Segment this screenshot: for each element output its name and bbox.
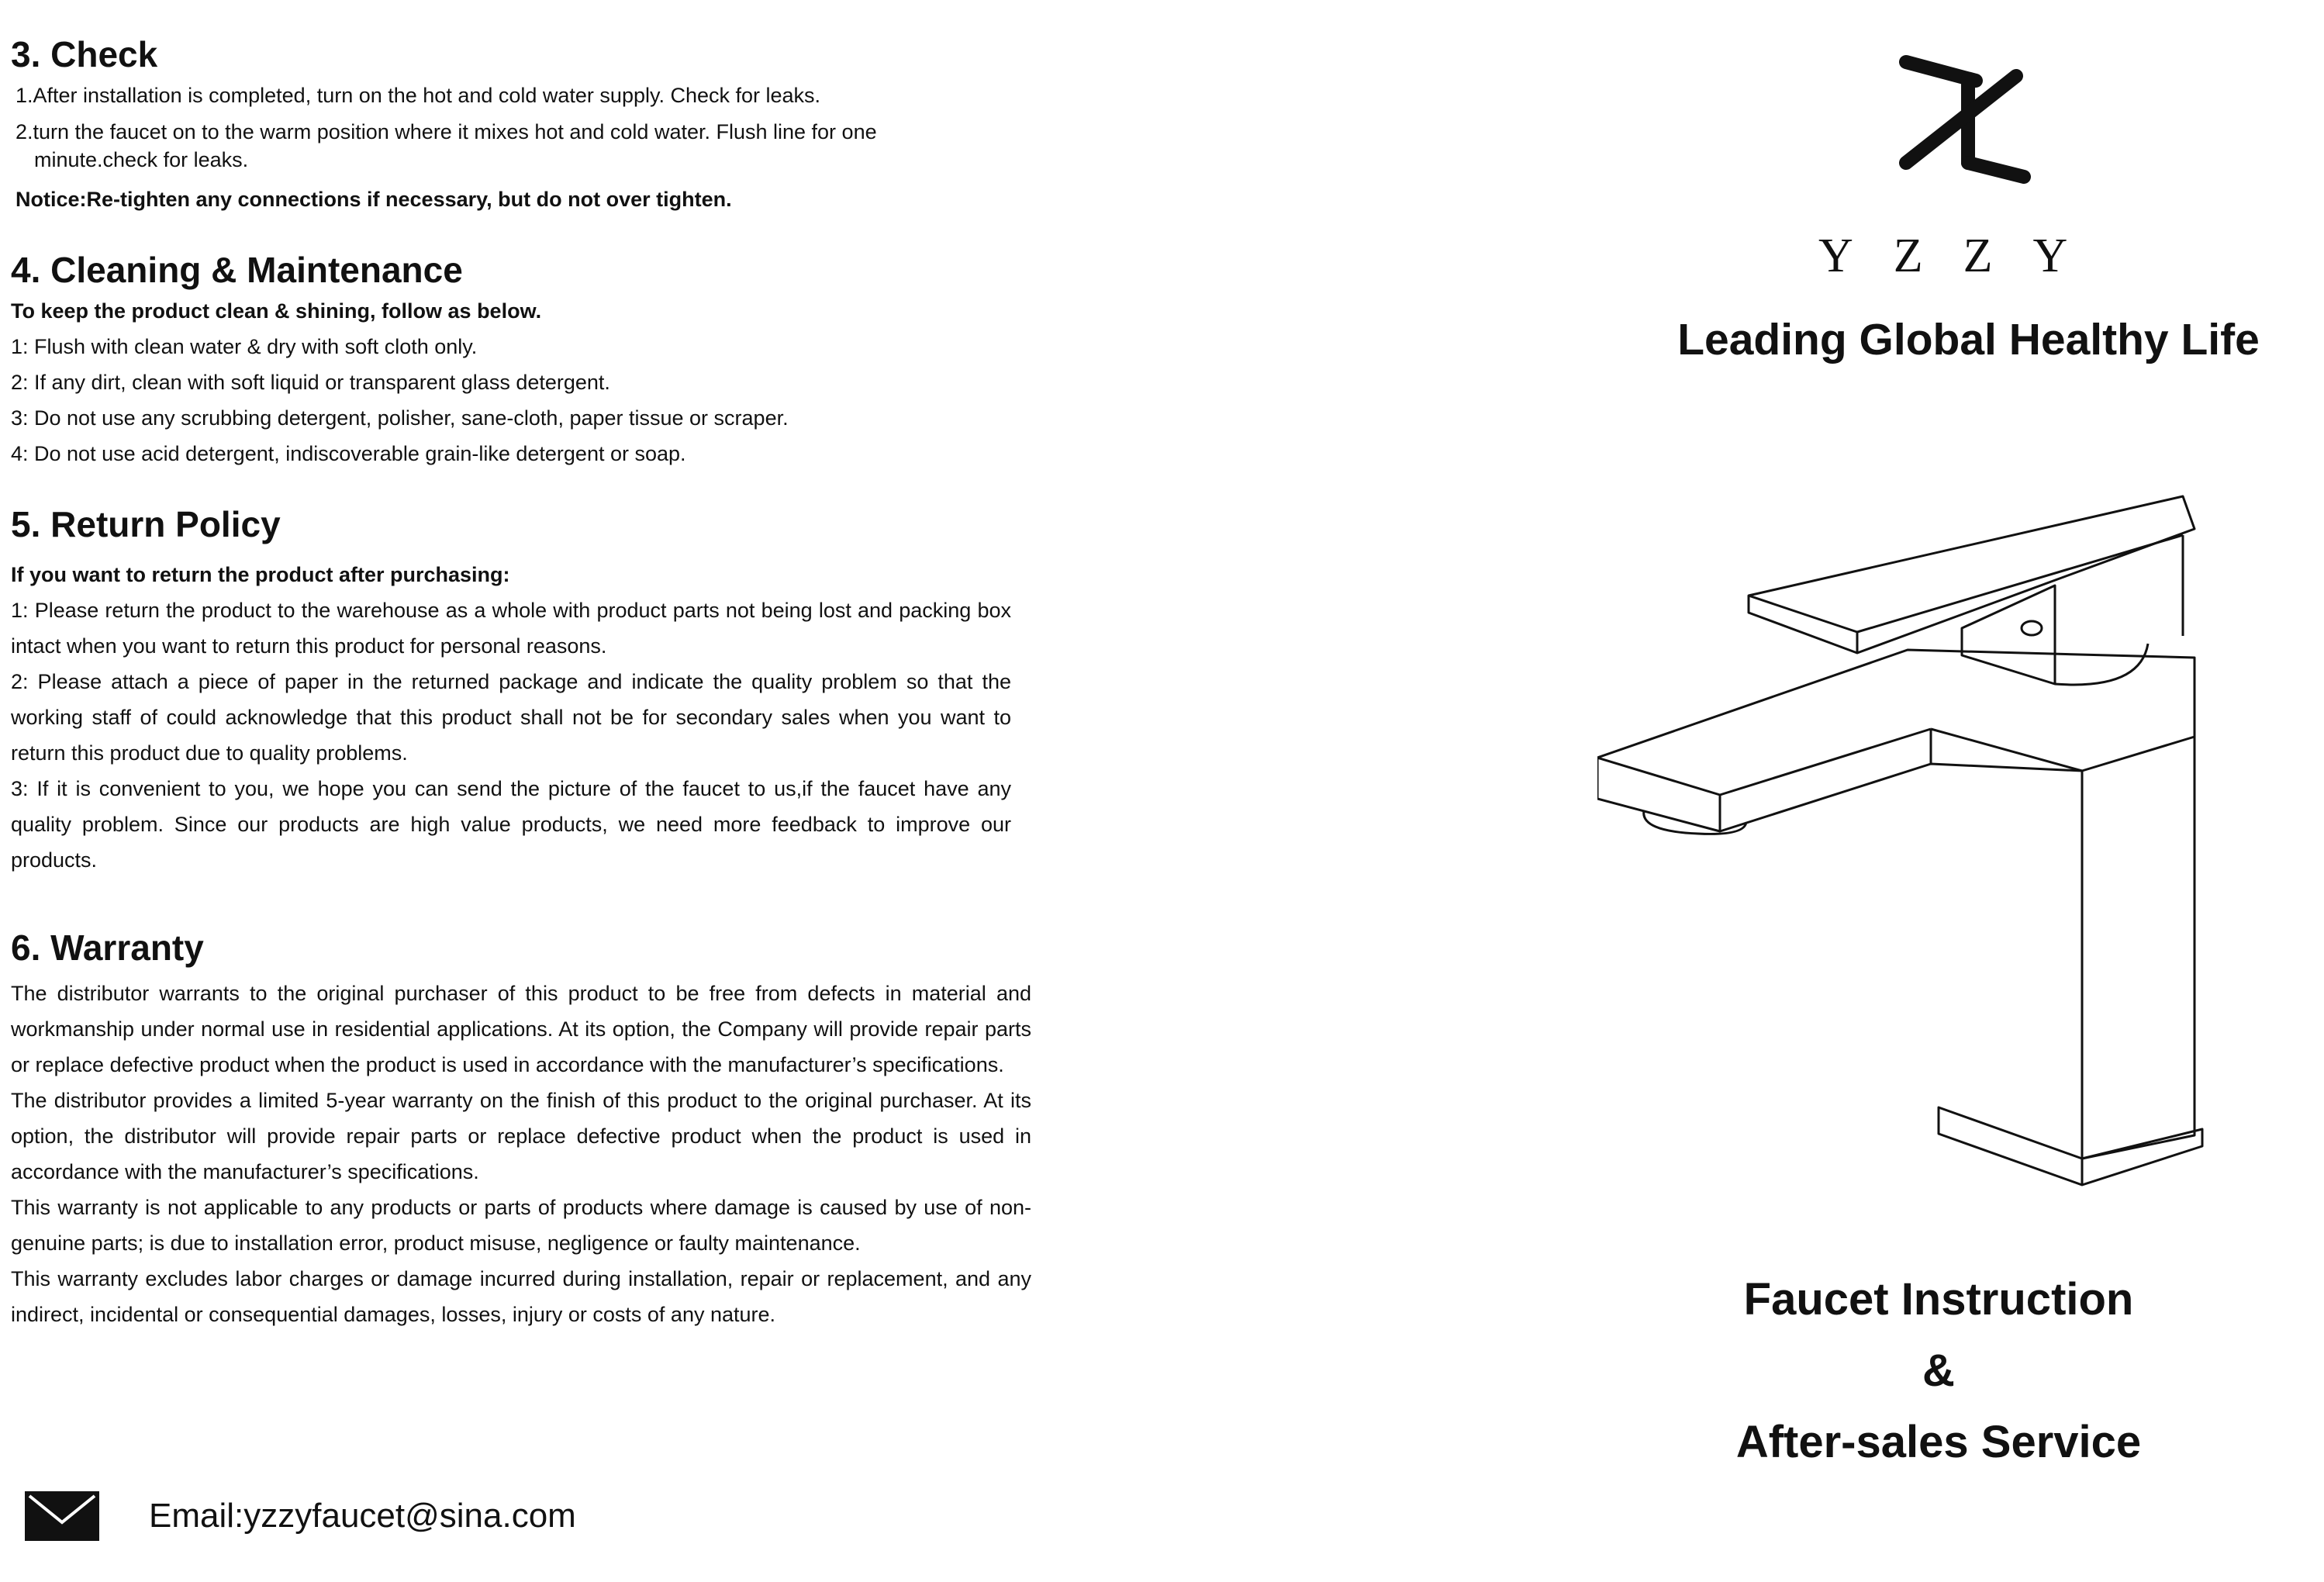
email-address[interactable]: Email:yzzyfaucet@sina.com	[149, 1497, 576, 1535]
return-item: 2: Please attach a piece of paper in the returned package and indicate the quality problem so that the working staff of could acknowledge that this product shall not be for secondary sales when you want to return this product due to quality problems.	[11, 670, 1011, 765]
check-section	[11, 31, 1042, 217]
warranty-paragraph: The distributor warrants to the original purchaser of this product to be free from defects in material and workmanship under normal use in residential applications. At its option, the Company will provide repair parts or replace defective product when the product is used in accordance with the manufacturer’s specifications.	[11, 982, 1031, 1076]
check-notice: Notice:Re-tighten any connections if necessary, but do not over tighten.	[16, 188, 732, 211]
check-item: 1.After installation is completed, turn on the hot and cold water supply. Check for leaks.	[16, 84, 821, 107]
cover-title-line: Faucet Instruction	[1743, 1274, 2134, 1325]
cleaning-item: 3: Do not use any scrubbing detergent, polisher, sane-cloth, paper tissue or scraper.	[11, 406, 789, 430]
return-title: 5. Return Policy	[11, 504, 281, 544]
instructions-column	[11, 31, 1042, 1332]
warranty-title: 6. Warranty	[11, 927, 204, 968]
return-intro: If you want to return the product after purchasing:	[11, 563, 510, 586]
cleaning-section	[11, 247, 1042, 471]
tagline: Leading Global Healthy Life	[1677, 315, 2260, 364]
check-item: minute.check for leaks.	[34, 148, 249, 171]
cleaning-title: 4. Cleaning & Maintenance	[11, 250, 463, 290]
cleaning-item: 4: Do not use acid detergent, indiscoverable grain-like detergent or soap.	[11, 442, 686, 465]
cover-title-line: &	[1922, 1345, 1955, 1396]
faucet-illustration	[1597, 481, 2233, 1218]
warranty-section	[11, 924, 1031, 1332]
cleaning-item: 1: Flush with clean water & dry with soft cloth only.	[11, 335, 478, 358]
warranty-paragraph: The distributor provides a limited 5-year warranty on the finish of this product to the original purchaser. At its option, the distributor will provide repair parts or replace defective product when the product is used in accordance with the manufacturer’s specifications.	[11, 1089, 1031, 1183]
return-item: 1: Please return the product to the warehouse as a whole with product parts not being lost and packing box intact when you want to return this product for personal reasons.	[11, 599, 1011, 658]
brand-name: YZZY	[1818, 230, 2108, 282]
brand-logo	[1892, 47, 2032, 225]
warranty-paragraph: This warranty is not applicable to any products or parts of products where damage is caused by use of non-genuine parts; is due to installation error, product misuse, negligence or faulty maintenance.	[11, 1196, 1031, 1255]
envelope-icon	[25, 1491, 99, 1541]
cover-title	[1667, 1264, 2210, 1478]
return-section	[11, 501, 1011, 878]
check-item: 2.turn the faucet on to the warm position where it mixes hot and cold water. Flush line for one	[16, 120, 877, 143]
warranty-paragraph: This warranty excludes labor charges or damage incurred during installation, repair or replacement, and any indirect, incidental or consequential damages, losses, injury or costs of any nature.	[11, 1267, 1031, 1326]
return-item: 3: If it is convenient to you, we hope you can send the picture of the faucet to us,if the faucet have any quality problem. Since our products are high value products, we need more feedback to improve our products.	[11, 777, 1011, 872]
cover-title-line: After-sales Service	[1735, 1417, 2142, 1467]
check-title: 3. Check	[11, 34, 158, 74]
cleaning-item: 2: If any dirt, clean with soft liquid or transparent glass detergent.	[11, 371, 610, 394]
cleaning-intro: To keep the product clean & shining, follow as below.	[11, 299, 542, 323]
